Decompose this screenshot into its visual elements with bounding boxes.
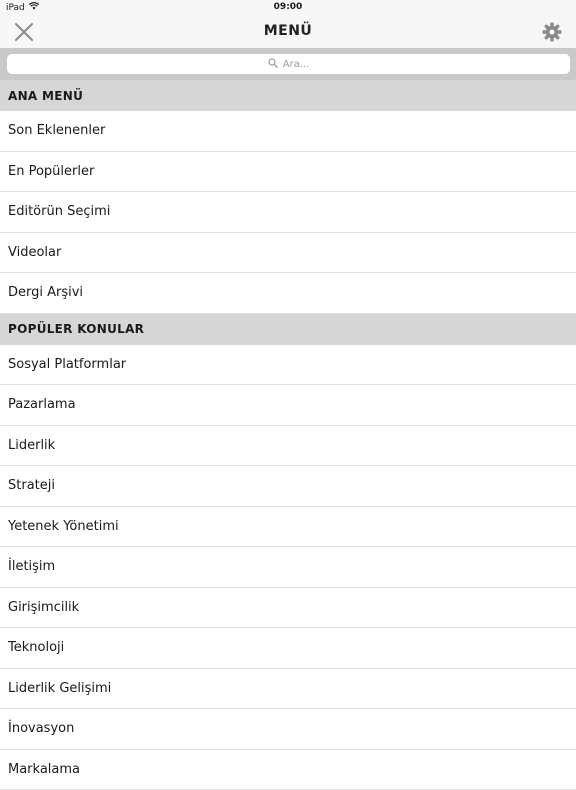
menu-item[interactable]: İletişim	[0, 547, 576, 588]
page-title: MENÜ	[0, 23, 576, 39]
menu-item[interactable]: Sosyal Platformlar	[0, 345, 576, 386]
search-placeholder: Ara...	[283, 59, 310, 70]
menu-item[interactable]: Liderlik Gelişimi	[0, 669, 576, 710]
menu-item[interactable]: Son Eklenenler	[0, 111, 576, 152]
menu-item[interactable]: Girişimcilik	[0, 588, 576, 629]
menu-item[interactable]: Strateji	[0, 466, 576, 507]
menu-item[interactable]: Yetenek Yönetimi	[0, 507, 576, 548]
status-bar	[0, 0, 576, 16]
status-time: 09:00	[0, 2, 576, 12]
search-bar	[0, 48, 576, 80]
menu-item[interactable]: Markalama	[0, 750, 576, 790]
menu-item[interactable]: Pazarlama	[0, 385, 576, 426]
menu-item[interactable]: En Popülerler	[0, 152, 576, 193]
menu-item[interactable]: İnovasyon	[0, 709, 576, 750]
section-header: ANA MENÜ	[0, 80, 576, 111]
section-header: POPÜLER KONULAR	[0, 314, 576, 345]
menu-item[interactable]: Teknoloji	[0, 628, 576, 669]
menu-list	[0, 80, 576, 790]
menu-item[interactable]: Liderlik	[0, 426, 576, 467]
menu-item[interactable]: Editörün Seçimi	[0, 192, 576, 233]
device-name: iPad	[6, 3, 25, 13]
search-input[interactable]	[7, 54, 570, 74]
nav-bar	[0, 16, 576, 48]
gear-icon[interactable]	[542, 22, 562, 42]
menu-item[interactable]: Dergi Arşivi	[0, 273, 576, 314]
menu-item[interactable]: Videolar	[0, 233, 576, 274]
search-icon	[268, 58, 278, 71]
